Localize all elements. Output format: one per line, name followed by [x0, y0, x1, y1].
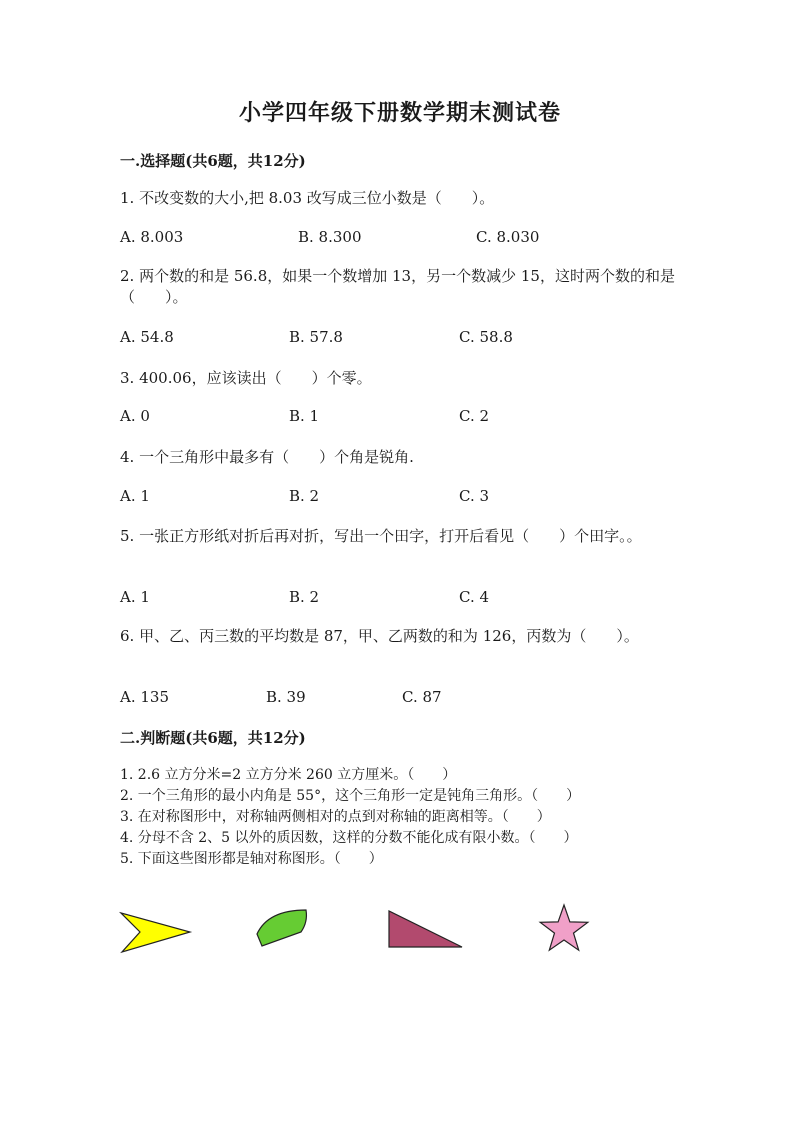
option-b: B. 2 [289, 588, 320, 606]
page-title: 小学四年级下册数学期末测试卷 [238, 100, 561, 126]
question-text: 2. 两个数的和是 56.8，如果一个数增加 13，另一个数减少 15，这时两个数的和是（ ）。 [120, 267, 675, 306]
option-b: B. 2 [289, 487, 320, 505]
question-text: 4. 一个三角形中最多有（ ）个角是锐角. [120, 448, 414, 466]
option-b: B. 8.300 [298, 228, 362, 246]
right-triangle-figure [386, 908, 466, 950]
option-c: C. 3 [459, 487, 490, 505]
option-a: A. 8.003 [120, 228, 184, 246]
true-false-item: 1. 2.6 立方分米=2 立方分米 260 立方厘米。（ ） [120, 767, 457, 783]
option-c: C. 58.8 [459, 328, 513, 346]
option-b: B. 1 [289, 407, 320, 425]
option-a: A. 1 [120, 487, 150, 505]
arrow-shape-figure [118, 910, 194, 956]
true-false-item: 2. 一个三角形的最小内角是 55°，这个三角形一定是钝角三角形。（ ） [120, 788, 581, 804]
question-text: 6. 甲、乙、丙三数的平均数是 87，甲、乙两数的和为 126，丙数为（ ）。 [120, 627, 639, 645]
option-b: B. 39 [266, 688, 306, 706]
true-false-item: 3. 在对称图形中，对称轴两侧相对的点到对称轴的距离相等。（ ） [120, 809, 551, 825]
option-a: A. 135 [120, 688, 169, 706]
option-a: A. 0 [120, 407, 150, 425]
option-a: A. 1 [120, 588, 150, 606]
option-a: A. 54.8 [120, 328, 174, 346]
option-c: C. 4 [459, 588, 490, 606]
option-b: B. 57.8 [289, 328, 343, 346]
question-text: 3. 400.06，应该读出（ ）个零。 [120, 369, 372, 387]
question-text: 1. 不改变数的大小,把 8.03 改写成三位小数是（ ）。 [120, 189, 495, 207]
question-text: 5. 一张正方形纸对折后再对折，写出一个田字，打开后看见（ ）个田字。。 [120, 527, 642, 545]
true-false-item: 4. 分母不含 2、5 以外的质因数，这样的分数不能化成有限小数。（ ） [120, 830, 578, 846]
option-c: C. 2 [459, 407, 490, 425]
option-c: C. 87 [402, 688, 442, 706]
true-false-item: 5. 下面这些图形都是轴对称图形。（ ） [120, 851, 383, 867]
star-shape-figure [537, 902, 591, 956]
option-c: C. 8.030 [476, 228, 540, 246]
section-heading-true-false: 二.判断题(共6题，共12分) [120, 729, 306, 747]
section-heading-choice: 一.选择题(共6题，共12分) [120, 152, 306, 170]
fan-shape-figure [254, 906, 312, 950]
